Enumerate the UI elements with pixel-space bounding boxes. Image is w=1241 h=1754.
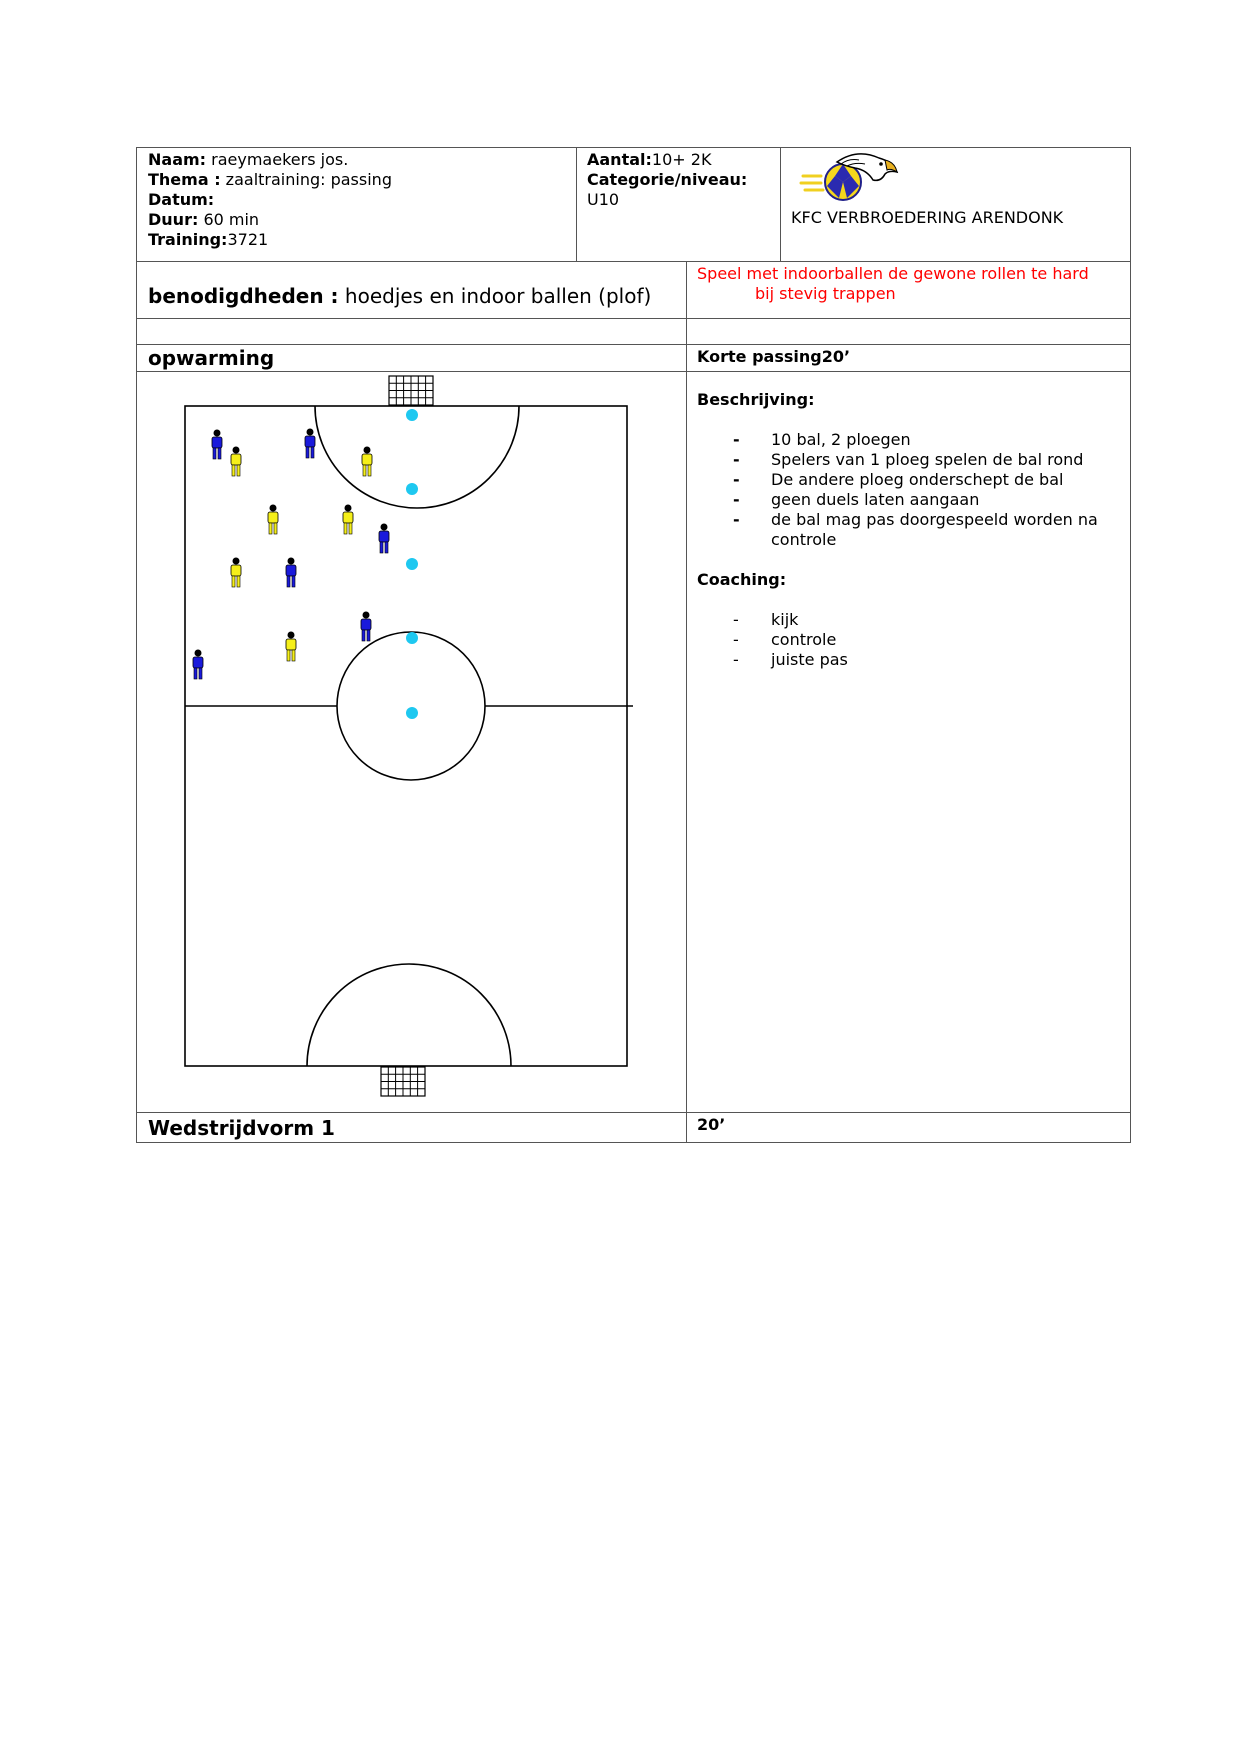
list-item: - kijk — [733, 610, 799, 629]
bottom-goal-icon — [381, 1067, 425, 1096]
player-yellow-icon — [231, 558, 241, 588]
naam-value: raeymaekers jos. — [206, 150, 349, 169]
spacer-left — [137, 319, 687, 345]
player-blue-icon — [361, 612, 371, 642]
player-blue-icon — [305, 429, 315, 459]
cone-icon — [406, 707, 418, 719]
cone-icon — [406, 558, 418, 570]
pitch-cell — [137, 372, 687, 1113]
materials-label: benodigdheden : — [148, 284, 339, 308]
duur-label: Duur: — [148, 210, 199, 229]
club-logo-icon — [797, 150, 907, 208]
materials-cell — [137, 262, 687, 319]
training-sheet — [136, 147, 1130, 1143]
futsal-pitch-diagram — [137, 372, 687, 1113]
aantal-label: Aantal: — [587, 150, 652, 169]
description-heading: Beschrijving: — [697, 390, 815, 409]
group-info-cell — [577, 148, 781, 262]
player-blue-icon — [286, 558, 296, 588]
categorie-label: Categorie/niveau: — [587, 170, 748, 189]
categorie-value: U10 — [587, 190, 620, 209]
list-item: - de bal mag pas doorgespeeld worden na controle — [733, 510, 1098, 549]
player-yellow-icon — [268, 505, 278, 535]
spacer-right — [687, 319, 1131, 345]
training-label: Training: — [148, 230, 228, 249]
description-list — [697, 430, 1120, 550]
player-yellow-icon — [286, 632, 296, 662]
datum-label: Datum: — [148, 190, 215, 209]
team-yellow-players — [231, 447, 372, 662]
section-title-wedstrijdvorm: Wedstrijdvorm 1 — [137, 1113, 687, 1143]
materials-note-line1: Speel met indoorballen de gewone rollen te hard — [697, 264, 1089, 283]
trainer-info-cell — [137, 148, 577, 262]
player-blue-icon — [193, 650, 203, 680]
naam-label: Naam: — [148, 150, 207, 169]
materials-value: hoedjes en indoor ballen (plof) — [338, 284, 652, 308]
list-item: - juiste pas — [733, 650, 848, 669]
cone-icon — [406, 632, 418, 644]
player-blue-icon — [212, 430, 222, 460]
aantal-value: 10+ 2K — [651, 150, 712, 169]
exercise-title: Korte passing20’ — [687, 345, 1131, 372]
coaching-list — [697, 610, 1120, 670]
list-item: - De andere ploeg onderschept de bal — [733, 470, 1064, 489]
list-item: - geen duels laten aangaan — [733, 490, 980, 509]
section2-duration: 20’ — [687, 1113, 1131, 1143]
cone-icon — [406, 483, 418, 495]
player-blue-icon — [379, 524, 389, 554]
club-cell — [781, 148, 1131, 262]
list-item: - 10 bal, 2 ploegen — [733, 430, 911, 449]
coaching-heading: Coaching: — [697, 570, 787, 589]
training-value: 3721 — [227, 230, 269, 249]
player-yellow-icon — [343, 505, 353, 535]
thema-label: Thema : — [148, 170, 221, 189]
exercise-description-cell — [687, 372, 1131, 1113]
player-yellow-icon — [231, 447, 241, 477]
section-title-opwarming: opwarming — [137, 345, 687, 372]
cone-icon — [406, 409, 418, 421]
list-item: - controle — [733, 630, 837, 649]
training-table — [136, 147, 1131, 1143]
club-name: KFC VERBROEDERING ARENDONK — [791, 208, 1064, 227]
top-goal-icon — [389, 376, 433, 405]
thema-value: zaaltraining: passing — [220, 170, 392, 189]
player-yellow-icon — [362, 447, 372, 477]
list-item: - Spelers van 1 ploeg spelen de bal rond — [733, 450, 1084, 469]
pitch-lines — [185, 406, 633, 1066]
materials-note-cell — [687, 262, 1131, 319]
materials-note-line2: bij stevig trappen — [755, 284, 896, 303]
duur-value: 60 min — [198, 210, 260, 229]
